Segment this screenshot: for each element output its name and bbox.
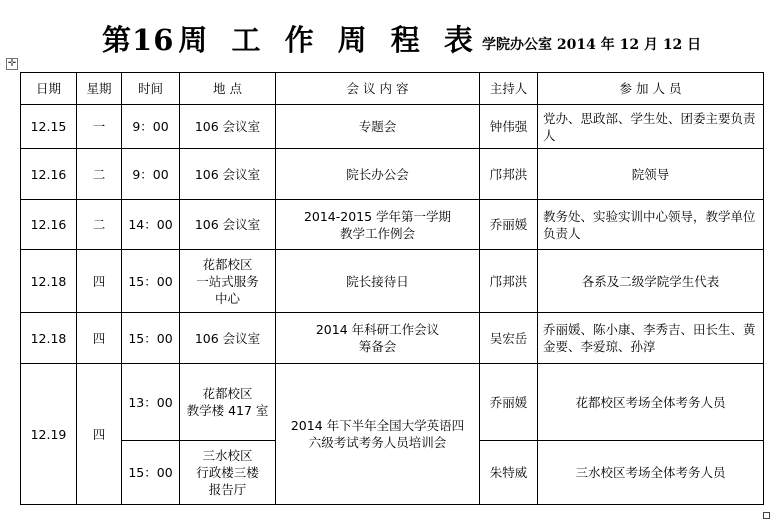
cell-time: 13：00 xyxy=(122,364,180,441)
cell-location: 花都校区 教学楼 417 室 xyxy=(180,364,276,441)
cell-weekday: 四 xyxy=(77,313,122,364)
title-rest: 周 工 作 周 程 表 xyxy=(178,23,480,57)
page-title xyxy=(102,18,480,59)
table-row xyxy=(21,105,764,149)
cell-time: 14：00 xyxy=(122,200,180,250)
cell-time: 15：00 xyxy=(122,441,180,505)
cell-host: 朱特威 xyxy=(480,441,538,505)
cell-host: 乔丽媛 xyxy=(480,200,538,250)
schedule-table xyxy=(20,72,764,505)
cell-weekday: 四 xyxy=(77,250,122,313)
table-row xyxy=(21,313,764,364)
cell-host: 吴宏岳 xyxy=(480,313,538,364)
cell-participants: 各系及二级学院学生代表 xyxy=(538,250,764,313)
cell-weekday: 四 xyxy=(77,364,122,505)
table-row xyxy=(21,250,764,313)
cell-date: 12.18 xyxy=(21,250,77,313)
table-row xyxy=(21,364,764,441)
cell-location: 106 会议室 xyxy=(180,200,276,250)
title-prefix: 第 xyxy=(102,23,133,57)
header-content: 会 议 内 容 xyxy=(276,73,480,105)
cell-participants: 院领导 xyxy=(538,149,764,200)
cell-location: 106 会议室 xyxy=(180,149,276,200)
header-location: 地 点 xyxy=(180,73,276,105)
title-week-number: 16 xyxy=(132,23,175,57)
cell-host: 邝邦洪 xyxy=(480,149,538,200)
cell-location: 三水校区 行政楼三楼 报告厅 xyxy=(180,441,276,505)
cell-content: 院长接待日 xyxy=(276,250,480,313)
cell-time: 15：00 xyxy=(122,313,180,364)
header-weekday: 星期 xyxy=(77,73,122,105)
cell-content: 院长办公会 xyxy=(276,149,480,200)
cell-participants: 三水校区考场全体考务人员 xyxy=(538,441,764,505)
header-time: 时间 xyxy=(122,73,180,105)
cell-participants: 党办、思政部、学生处、团委主要负责人 xyxy=(538,105,764,149)
cell-date: 12.15 xyxy=(21,105,77,149)
table-row xyxy=(21,200,764,250)
header-date: 日期 xyxy=(21,73,77,105)
cell-weekday: 一 xyxy=(77,105,122,149)
header-row xyxy=(21,73,764,105)
cell-participants: 乔丽媛、陈小康、李秀吉、田长生、黄金要、李爱琼、孙淳 xyxy=(538,313,764,364)
cell-content: 2014 年科研工作会议 筹备会 xyxy=(276,313,480,364)
cell-content: 2014-2015 学年第一学期 教学工作例会 xyxy=(276,200,480,250)
cell-location: 106 会议室 xyxy=(180,105,276,149)
cell-host: 乔丽媛 xyxy=(480,364,538,441)
cell-time: 15：00 xyxy=(122,250,180,313)
move-cross-icon[interactable]: ✛ xyxy=(7,58,17,69)
cell-weekday: 二 xyxy=(77,149,122,200)
cell-participants: 教务处、实验实训中心领导，教学单位负责人 xyxy=(538,200,764,250)
cell-participants: 花都校区考场全体考务人员 xyxy=(538,364,764,441)
resize-square-icon[interactable] xyxy=(763,512,770,519)
cell-date: 12.19 xyxy=(21,364,77,505)
cell-weekday: 二 xyxy=(77,200,122,250)
cell-date: 12.16 xyxy=(21,149,77,200)
cell-location: 106 会议室 xyxy=(180,313,276,364)
cell-host: 邝邦洪 xyxy=(480,250,538,313)
cell-content: 2014 年下半年全国大学英语四 六级考试考务人员培训会 xyxy=(276,364,480,505)
cell-date: 12.16 xyxy=(21,200,77,250)
table-row xyxy=(21,149,764,200)
cell-time: 9：00 xyxy=(122,105,180,149)
cell-location: 花都校区 一站式服务 中心 xyxy=(180,250,276,313)
cell-host: 钟伟强 xyxy=(480,105,538,149)
header-host: 主持人 xyxy=(480,73,538,105)
cell-time: 9：00 xyxy=(122,149,180,200)
cell-content: 专题会 xyxy=(276,105,480,149)
office-date-line: 学院办公室 2014 年 12 月 12 日 xyxy=(482,37,702,53)
cell-date: 12.18 xyxy=(21,313,77,364)
header-participants: 参 加 人 员 xyxy=(538,73,764,105)
